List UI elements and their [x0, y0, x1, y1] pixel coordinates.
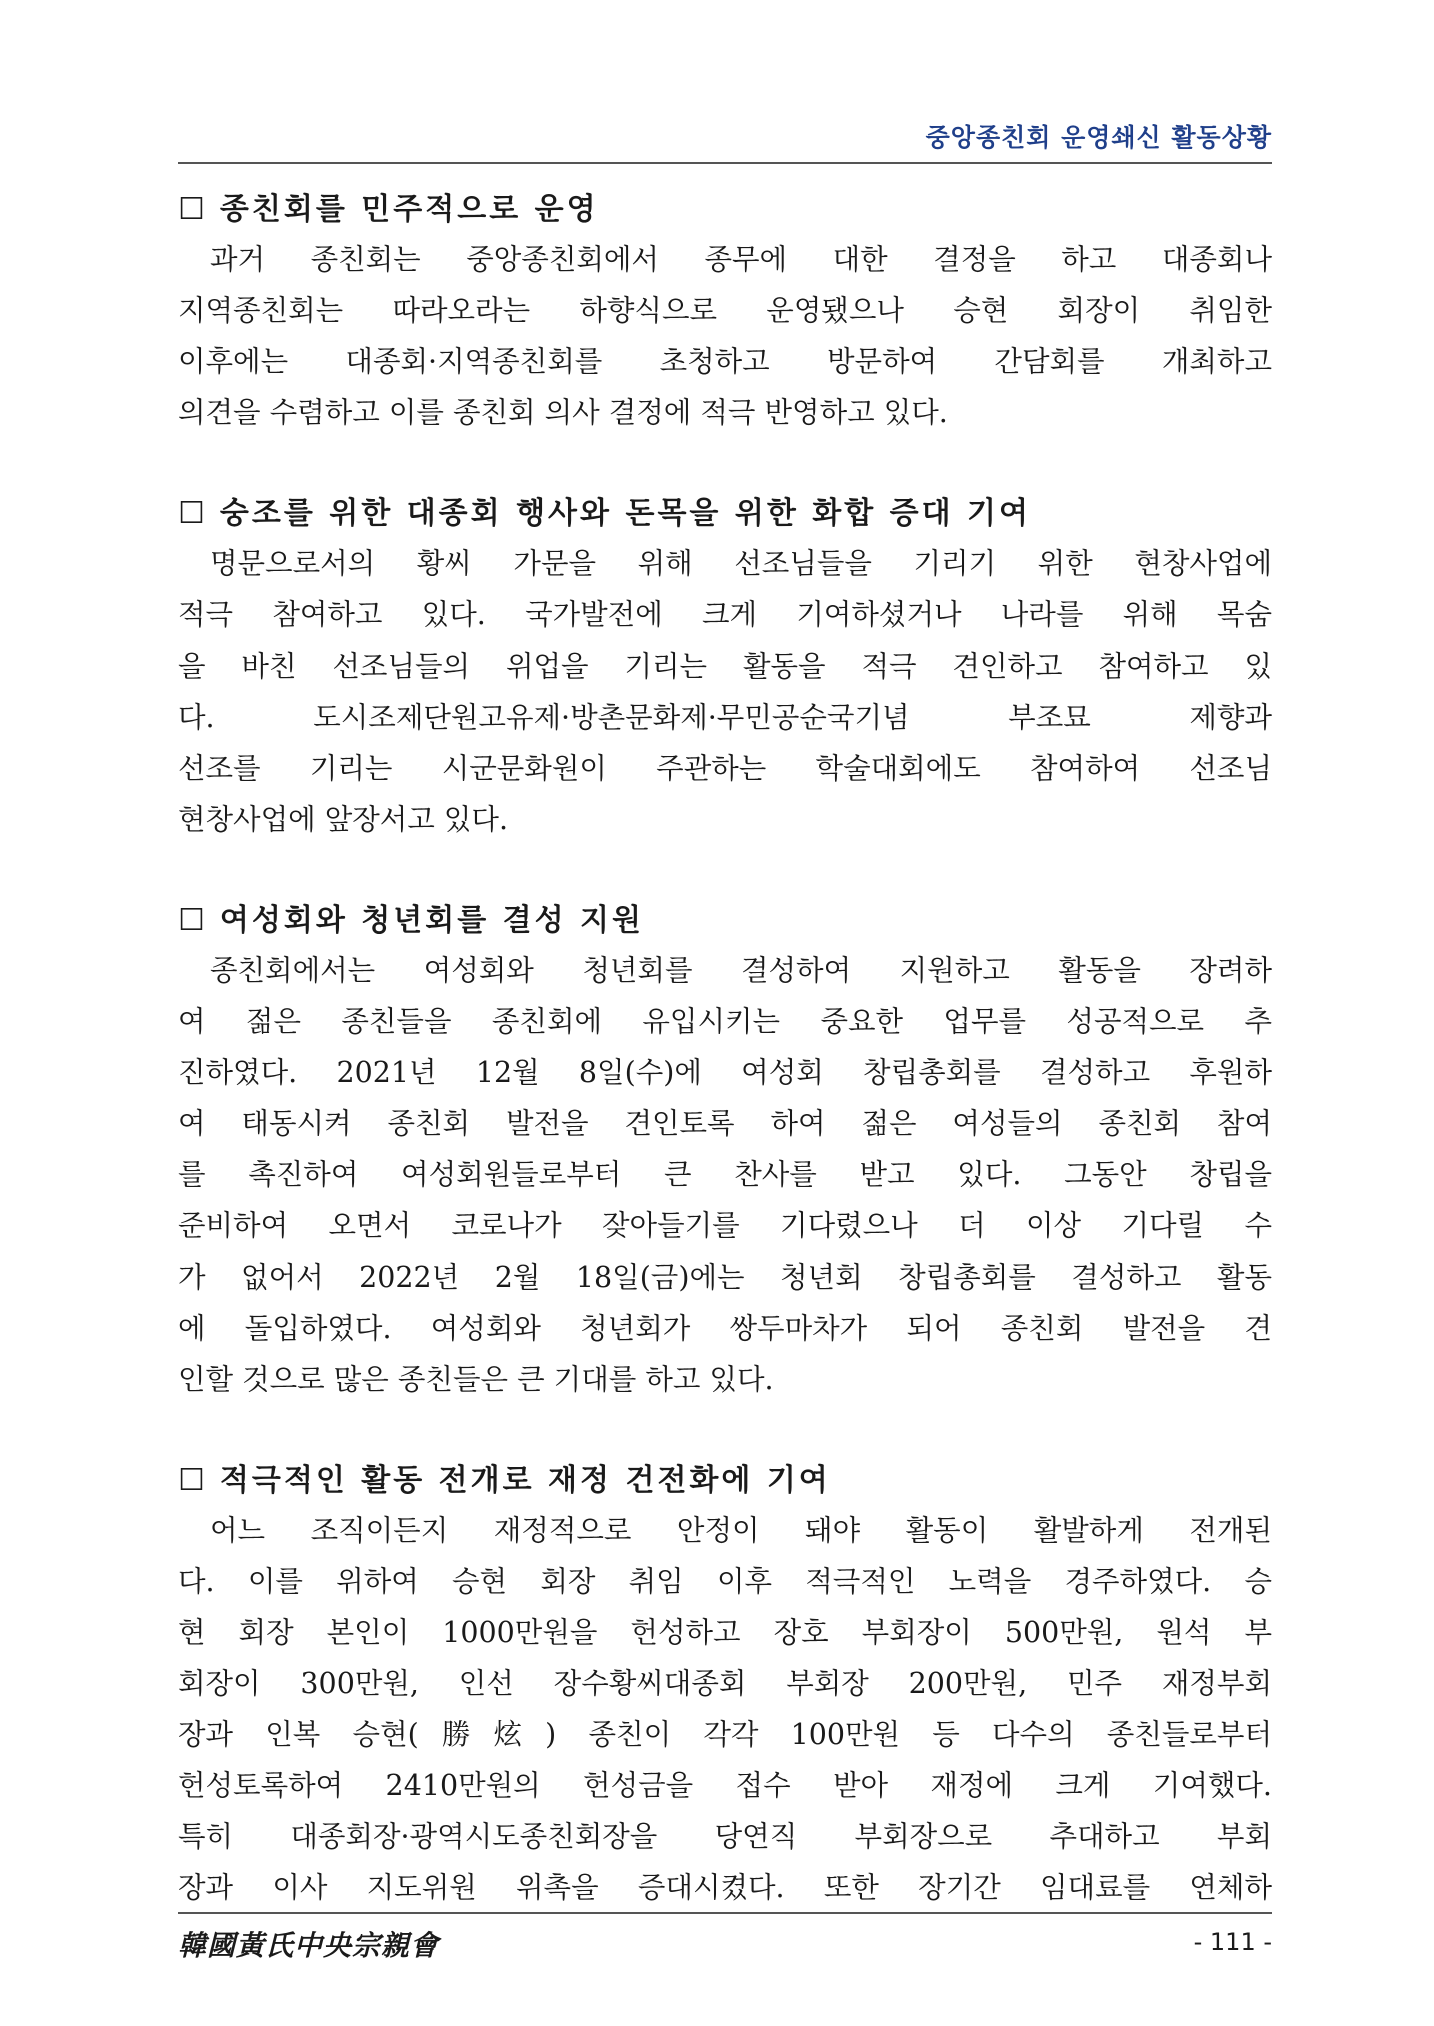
paragraph-line: 명문으로서의 황씨 가문을 위해 선조님들을 기리기 위한 현창사업에	[210, 547, 1272, 581]
paragraph-line: 종친회에서는 여성회와 청년회를 결성하여 지원하고 활동을 장려하	[210, 953, 1272, 987]
running-header-title: 중앙종친회 운영쇄신 활동상황	[925, 123, 1272, 152]
paragraph-line: 어느 조직이든지 재정적으로 안정이 돼야 활동이 활발하게 전개된	[210, 1513, 1272, 1547]
paragraph-line: 현 회장 본인이 1000만원을 헌성하고 장호 부회장이 500만원, 원석 부	[178, 1615, 1272, 1649]
paragraph-line: 진하였다. 2021년 12월 8일(수)에 여성회 창립총회를 결성하고 후원하	[178, 1056, 1272, 1090]
paragraph-line: 여 젊은 종친들을 종친회에 유입시키는 중요한 업무를 성공적으로 추	[178, 1005, 1272, 1039]
page-number: - 111 -	[1193, 1928, 1272, 1956]
paragraph-line: 여 태동시켜 종친회 발전을 견인토록 하여 젊은 여성들의 종친회 참여	[178, 1107, 1272, 1141]
paragraph-line: 지역종친회는 따라오라는 하향식으로 운영됐으나 승현 회장이 취임한	[178, 294, 1272, 328]
paragraph-line: 장과 이사 지도위원 위촉을 증대시켰다. 또한 장기간 임대료를 연체하	[178, 1871, 1272, 1905]
paragraph-line: 에 돌입하였다. 여성회와 청년회가 쌍두마차가 되어 종친회 발전을 견	[178, 1311, 1272, 1345]
section-heading-text: 종친회를 민주적으로 운영	[219, 192, 599, 227]
section-heading-text: 적극적인 활동 전개로 재정 건전화에 기여	[219, 1462, 831, 1498]
section-heading	[178, 186, 1272, 234]
checkbox-bullet-icon: ☐	[178, 902, 208, 938]
section-paragraph	[178, 945, 1272, 1405]
paragraph-line: 회장이 300만원, 인선 장수황씨대종회 부회장 200만원, 민주 재정부회	[178, 1667, 1272, 1701]
paragraph-line: 의견을 수렴하고 이를 종친회 의사 결정에 적극 반영하고 있다.	[178, 396, 948, 430]
paragraph-line: 가 없어서 2022년 2월 18일(금)에는 청년회 창립총회를 결성하고 활동	[178, 1260, 1272, 1294]
paragraph-line: 를 촉진하여 여성회원들로부터 큰 찬사를 받고 있다. 그동안 창립을	[178, 1158, 1272, 1192]
paragraph-line: 선조를 기리는 시군문화원이 주관하는 학술대회에도 참여하여 선조님	[178, 751, 1272, 785]
checkbox-bullet-icon: ☐	[178, 496, 208, 532]
section-paragraph	[178, 1505, 1272, 1914]
checkbox-bullet-icon: ☐	[178, 192, 208, 227]
paragraph-line: 특히 대종회장·광역시도종친회장을 당연직 부회장으로 추대하고 부회	[178, 1820, 1272, 1854]
section-democratic-operation	[178, 186, 1272, 438]
section-heading	[178, 490, 1272, 538]
footer-divider	[178, 1912, 1272, 1914]
section-heading-text: 숭조를 위한 대종회 행사와 돈목을 위한 화합 증대 기여	[219, 496, 1032, 532]
section-heading-text: 여성회와 청년회를 결성 지원	[219, 902, 644, 938]
section-paragraph	[178, 234, 1272, 438]
paragraph-line: 장과 인복 승현(勝炫) 종친이 각각 100만원 등 다수의 종친들로부터	[178, 1718, 1272, 1752]
paragraph-line: 다. 이를 위하여 승현 회장 취임 이후 적극적인 노력을 경주하였다. 승	[178, 1564, 1272, 1598]
section-women-youth	[178, 897, 1272, 1405]
paragraph-line: 적극 참여하고 있다. 국가발전에 크게 기여하셨거나 나라를 위해 목숨	[178, 598, 1272, 632]
header-divider	[178, 162, 1272, 164]
section-heading	[178, 897, 1272, 945]
checkbox-bullet-icon: ☐	[178, 1462, 208, 1498]
paragraph-line: 과거 종친회는 중앙종친회에서 종무에 대한 결정을 하고 대종회나	[210, 243, 1272, 276]
paragraph-line: 인할 것으로 많은 종친들은 큰 기대를 하고 있다.	[178, 1362, 774, 1396]
paragraph-line: 을 바친 선조님들의 위업을 기리는 활동을 적극 견인하고 참여하고 있	[178, 649, 1272, 683]
paragraph-line: 이후에는 대종회·지역종친회를 초청하고 방문하여 간담회를 개최하고	[178, 345, 1272, 379]
section-ancestor-events	[178, 490, 1272, 845]
section-heading	[178, 1457, 1272, 1505]
paragraph-line: 다. 도시조제단원고유제·방촌문화제·무민공순국기념 부조묘 제향과	[178, 700, 1272, 734]
paragraph-line: 헌성토록하여 2410만원의 헌성금을 접수 받아 재정에 크게 기여했다.	[178, 1769, 1272, 1803]
document-body	[178, 186, 1272, 1966]
section-paragraph	[178, 538, 1272, 845]
section-finance	[178, 1457, 1272, 1914]
footer-organization-name: 韓國黃氏中央宗親會	[178, 1929, 440, 1962]
paragraph-line: 준비하여 오면서 코로나가 잦아들기를 기다렸으나 더 이상 기다릴 수	[178, 1209, 1272, 1243]
paragraph-line: 현창사업에 앞장서고 있다.	[178, 802, 509, 836]
